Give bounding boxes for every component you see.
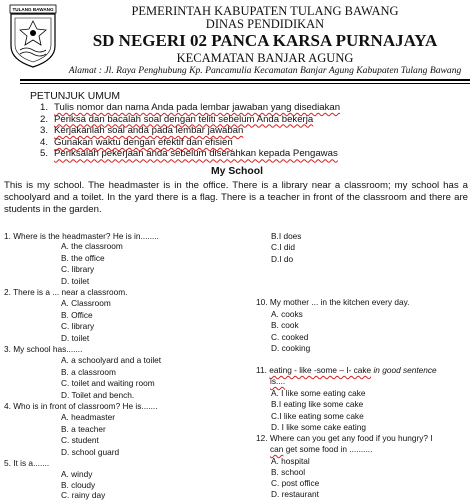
option-9c: C.I did [271, 242, 295, 252]
question-2: 2. There is a ... near a classroom. [4, 287, 128, 297]
option-1b: B. the office [61, 253, 105, 263]
header-divider-thin [20, 83, 470, 84]
option-1a: A. the classroom [61, 241, 123, 251]
story-text: This is my school. The headmaster is in the office. There is a library near a classroom; my school has a schoolyard and a toilet. In the yard there is a flag. There is a teacher in front of the classroom and there are students in the garden. [4, 180, 468, 215]
header-district: KECAMATAN BANJAR AGUNG [176, 51, 354, 65]
option-3c: C. toilet and waiting room [61, 378, 155, 388]
option-9b: B.I does [271, 231, 302, 241]
question-4: 4. Who is in front of classroom? He is....... [4, 401, 158, 411]
option-4b: B. a teacher [61, 424, 106, 434]
option-3b: B. a classroom [61, 367, 116, 377]
instruction-item: 2. Periksa dan bacalah soal dengan teliti sebelum Anda bekerja [40, 113, 314, 125]
option-1c: C. library [61, 264, 95, 274]
question-3: 3. My school has....... [4, 344, 83, 354]
option-4d: D. school guard [61, 447, 120, 457]
option-10a: A. cooks [271, 309, 303, 319]
option-5c: C. rainy day [61, 490, 106, 500]
option-10c: C. cooked [271, 332, 309, 342]
question-5: 5. It is a....... [4, 458, 50, 468]
option-2c: C. library [61, 321, 95, 331]
question-12-continued: can get some food in .......... [270, 444, 373, 454]
header-government: PEMERINTAH KABUPATEN TULANG BAWANG [131, 4, 399, 18]
option-2a: A. Classroom [61, 298, 111, 308]
instruction-item: 5. Periksalah pekerjaan anda sebelum diserahkan kepada Pengawas [40, 148, 338, 160]
option-12c: C. post office [271, 478, 320, 488]
option-3d: D. Toilet and bench. [61, 390, 135, 400]
option-10b: B. cook [271, 320, 299, 330]
option-3a: A. a schoolyard and a toilet [61, 355, 162, 365]
tulang-bawang-emblem-icon [8, 4, 58, 68]
instructions-title: PETUNJUK UMUM [30, 91, 121, 102]
option-11b: B.I eating like some cake [271, 399, 364, 409]
option-2b: B. Office [61, 310, 93, 320]
instruction-item: 4. Gunakan waktu dengan efektif dan efisien [40, 136, 233, 148]
instruction-item: 1. Tulis nomor dan nama Anda pada lembar jawaban yang disediakan [40, 102, 341, 113]
option-4c: C. student [61, 435, 99, 445]
question-12: 12. Where can you get any food if you hungry? I [256, 433, 433, 443]
option-11d: D. I like some cake eating [271, 422, 366, 432]
option-12b: B. school [271, 467, 306, 477]
option-12a: A. hospital [271, 456, 310, 466]
instruction-item: 3. Kerjakanlah soal anda pada lembar jawaban [40, 125, 244, 137]
option-9d: D.I do [271, 254, 294, 264]
question-10: 10. My mother ... in the kitchen every day. [256, 297, 410, 307]
header-address: Alamat : Jl. Raya Penghubung Kp. Pancamulia Kecamatan Banjar Agung Kabupaten Tulang Bawang [68, 65, 462, 76]
option-2d: D. toilet [61, 333, 90, 343]
option-5a: A. windy [61, 469, 93, 479]
option-4a: A. headmaster [61, 412, 115, 422]
option-12d: D. restaurant [271, 489, 319, 499]
emblem-label: TULANG BAWANG [12, 7, 54, 12]
header-divider-thick [20, 79, 470, 81]
option-1d: D. toilet [61, 276, 90, 286]
option-10d: D. cooking [271, 343, 311, 353]
question-1: 1. Where is the headmaster? He is in........ [4, 231, 159, 241]
question-11: 11. eating - like -some – I- cake in good sentence [256, 365, 437, 375]
header-school-name: SD NEGERI 02 PANCA KARSA PURNAJAYA [92, 31, 438, 50]
instructions-list [40, 102, 340, 160]
question-11-continued: is.... [270, 376, 286, 386]
story-title: My School [211, 166, 263, 177]
option-5b: B. cloudy [61, 480, 96, 490]
header-department: DINAS PENDIDIKAN [205, 17, 325, 31]
option-11c: C.I like eating some cake [271, 411, 364, 421]
option-11a: A. I like some eating cake [271, 388, 366, 398]
